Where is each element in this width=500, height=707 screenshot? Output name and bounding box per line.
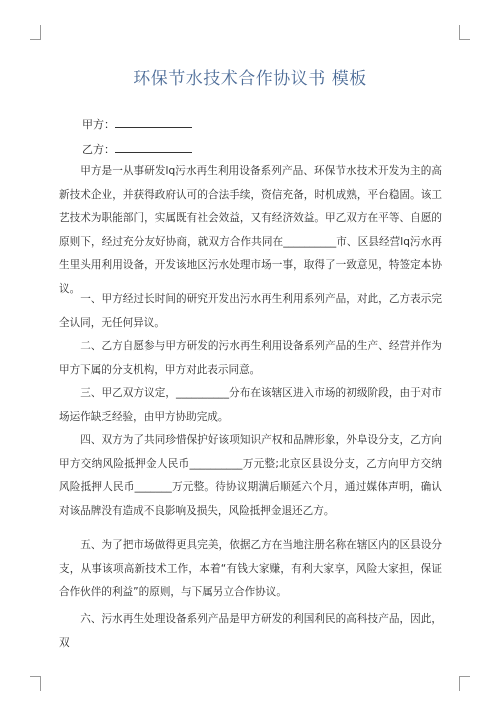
paragraph-intro: 甲方是一从事研发lq污水再生利用设备系列产品、环保节水技术开发为主的高新技术企业，并获得政府认可的合法手续，资信充备，时机成熟，平台稳固。该工艺技术为职能部门，实属既有社会效益，又有经济效益。甲乙双方在平等、自愿的原则下，经过充分友好协商，就双方合作共同在__________市、区县经营lq污水再生里头用利用设备，开发该地区污水处理市场一事，取得了一致意见，特签定本协议。 — [59, 165, 442, 295]
crop-mark-top-right — [459, 25, 470, 40]
paragraph-clause-2: 二、乙方自愿参与甲方研发的污水再生利用设备系列产品的生产、经营并作为甲方下属的分支机构，甲方对此表示同意。 — [59, 340, 442, 376]
crop-mark-bottom-left — [30, 676, 41, 691]
party-b-blank[interactable] — [115, 142, 192, 153]
crop-mark-top-left — [30, 25, 41, 40]
party-a-blank[interactable] — [115, 117, 192, 128]
party-b-label: 乙方： — [82, 143, 115, 156]
document-title: 环保节水技术合作协议书 模板 — [133, 69, 367, 89]
party-b-line — [82, 142, 192, 157]
paragraph-clause-5: 五、为了把市场做得更具完美，依据乙方在当地注册名称在辖区内的区县设分支，从事该项高新技术工作，本着“有钱大家赚，有利大家享，风险大家担，保证合作伙伴的利益”的原则，与下属另立合作协议。 — [59, 539, 442, 599]
party-a-line — [82, 117, 192, 132]
paragraph-clause-1: 一、甲方经过长时间的研究开发出污水再生利用系列产品，对此，乙方表示完全认同，无任何异议。 — [59, 293, 442, 329]
party-a-label: 甲方： — [82, 118, 115, 131]
crop-mark-bottom-right — [459, 676, 470, 691]
paragraph-clause-3: 三、甲乙双方议定，__________分布在该辖区进入市场的初级阶段，由于对市场运作缺乏经验，由甲方协助完成。 — [59, 387, 442, 423]
paragraph-clause-6: 六、污水再生处理设备系列产品是甲方研发的利国利民的高科技产品，因此，双 — [59, 613, 442, 649]
paragraph-clause-4: 四、双方为了共同珍惜保护好该项知识产权和品牌形象，外阜设分支，乙方向甲方交纳风险抵押金人民币__________万元整;北京区县设分支，乙方向甲方交纳风险抵押人民币_______万元整。待协议期满后顺延六个月，通过媒体声明，确认对该品牌没有造成不良影响及损失，风险抵押金退还乙方。 — [59, 434, 442, 517]
